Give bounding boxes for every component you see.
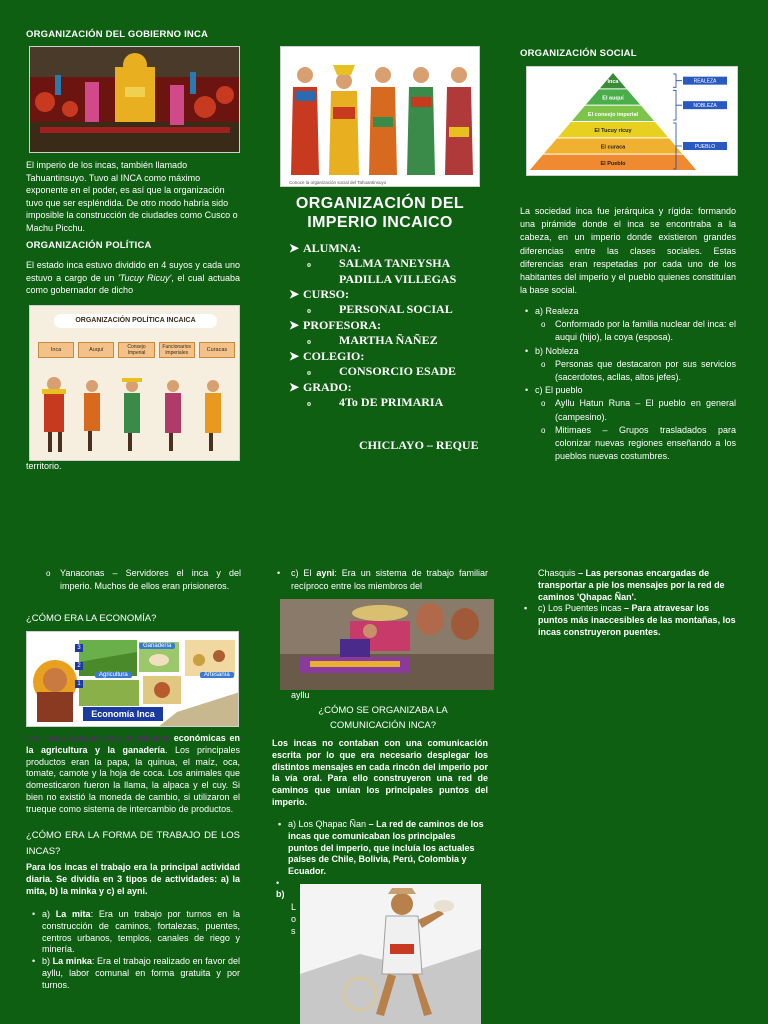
- politica-text-end: territorio.: [26, 461, 62, 471]
- title-social: ORGANIZACIÓN SOCIAL: [520, 48, 637, 59]
- list-item: • a) La mita: Era un trabajo por turnos en la construcción de caminos, fortalezas, puentes, centros urbanos, templos, canales de riego y minería.: [30, 909, 240, 956]
- social-text: La sociedad inca fue jerárquica y rígida: formando una pirámide donde el inca se encontraba a la cabeza, en un imperio donde existieron grandes diferencias entre las clases sociales. Estas diferencias eran respetadas por cada uno de los habitantes del imperio y el pueblo quienes constituían la base social.: [520, 206, 736, 296]
- eco-number: 3: [75, 644, 83, 652]
- inca-ceremony-image: [29, 46, 240, 153]
- list-item: o Conformado por la familia nuclear del inca: el auqui (hijo), la coya (esposa).: [541, 318, 736, 344]
- list-item: o Yanaconas – Servidores el inca y del imperio. Muchos de ellos eran prisioneros.: [46, 567, 241, 593]
- social-list: [523, 305, 736, 463]
- pyramid-level-label: Inca: [607, 79, 619, 86]
- ayni-list: [275, 567, 488, 593]
- eco-label: Agricultura: [95, 672, 132, 678]
- politica-box: Funcionarios imperiales: [159, 342, 195, 358]
- title-politica: ORGANIZACIÓN POLÍTICA: [26, 240, 152, 251]
- economia-image: [26, 631, 239, 727]
- list-item: • c) El ayni: Era un sistema de trabajo familiar recíproco entre los miembros del: [275, 567, 488, 593]
- title-economia: ¿CÓMO ERA LA ECONOMÍA?: [26, 613, 157, 624]
- economia-text: Los incas basaban sus actividades económicas en la agricultura y la ganadería. Los principales productos eran la papa, la quinua, el maíz, oca, tomate, camote y la hoja de coca. Los animales que domesticaron fueron la llama, la alpaca y el cuy. Si bien no existió la moneda de cambio, si utilizaron el trueque como sistema de intercambio de productos.: [26, 733, 240, 814]
- pyramid-level-label: El auquí: [602, 95, 624, 102]
- vertical-letters: L o s: [291, 902, 297, 936]
- chasqui-image: [300, 884, 481, 1024]
- main-title: ORGANIZACIÓN DEL IMPERIO INCAICO: [295, 195, 465, 231]
- cover-info: ➤ ALUMNA: o SALMA TANEYSHA PADILLA VILLEGAS ➤ CURSO: o PERSONAL SOCIAL ➤ PROFESORA: o MARTHA ÑAÑEZ ➤ COLEGIO: o CONSORCIO ESADE ➤ GRADO: o 4To DE PRIMARIA: [289, 241, 457, 409]
- list-item: • c) Los Puentes incas – Para atravesar los puntos más inaccesibles de las montañas, los incas construyeron puentes.: [522, 603, 738, 638]
- inca-women-image: [280, 46, 480, 187]
- puentes-list: [522, 603, 738, 638]
- ayni-image: [280, 599, 494, 690]
- politica-box: Inca: [38, 342, 74, 358]
- list-item: o Personas que destacaron por sus servicios (sacerdotes, acllas, altos jefes).: [541, 358, 736, 384]
- list-item: • b) La minka: Era el trabajo realizado en favor del ayllu, labor comunal en forma gratuita y por turnos.: [30, 956, 240, 991]
- gobierno-text: El imperio de los incas, también llamado Tahuantinsuyo. Tuvo al INCA como máximo exponente en el poder, es así que la organización tuvo que ser espléndida. De otro modo habría sido imposible la construcción de ciudades como Cusco o Machu Picchu.: [26, 160, 238, 233]
- inca-figures-illustration: [30, 364, 240, 460]
- arrow-icon: ➤: [289, 380, 300, 394]
- eco-label: Artesanía: [200, 672, 234, 678]
- arrow-icon: ➤: [289, 241, 300, 255]
- politica-chart-title: ORGANIZACIÓN POLÍTICA INCAICA: [54, 314, 217, 328]
- title-gobierno: ORGANIZACIÓN DEL GOBIERNO INCA: [26, 29, 209, 40]
- chasquis-b-label: b): [276, 889, 285, 899]
- politica-box: Auquí: [78, 342, 114, 358]
- politica-text: El estado inca estuvo dividido en 4 suyos y cada uno estuvo a cargo de un 'Tucuy Ricuy', el cual actuaba como gobernador de dicho: [26, 260, 240, 295]
- pyramid-tag: REALEZA: [693, 78, 717, 85]
- eco-title-label: Economía Inca: [83, 707, 163, 721]
- politica-box: Consejo Imperial: [118, 342, 154, 358]
- politica-chart-image: [29, 305, 240, 461]
- bullet-empty: •: [276, 878, 280, 888]
- lugar: CHICLAYO – REQUE: [359, 438, 479, 452]
- arrow-icon: ➤: [289, 287, 300, 301]
- pyramid-level-label: El curaca: [600, 144, 626, 151]
- eco-label: Ganadería: [139, 643, 175, 649]
- title-trabajo: ¿CÓMO ERA LA FORMA DE TRABAJO DE LOS INCAS?: [26, 830, 240, 857]
- trabajo-text: Para los incas el trabajo era la principal actividad diaria. Se dividía en 3 tipos de actividades: a) la mita, b) la minka y c) el ayni.: [26, 862, 240, 896]
- list-item: o Mitimaes – Grupos trasladados para colonizar nuevas regiones enseñando a los pueblos nuevas costumbres.: [541, 424, 736, 464]
- pyramid-bracket: [673, 90, 682, 120]
- chasquis-text: Chasquis – Las personas encargadas de transportar a pie los mensajes por la red de caminos 'Qhapac Ñan'.: [538, 568, 725, 602]
- politica-box: Curacas: [199, 342, 235, 358]
- arrow-icon: ➤: [289, 318, 300, 332]
- ayni-end: ayllu: [291, 690, 310, 700]
- pyramid-bracket: [673, 74, 682, 87]
- pyramid-level-label: El Pueblo: [600, 160, 626, 167]
- social-pyramid-image: [526, 66, 738, 176]
- comunicacion-list: [276, 819, 488, 878]
- women-image-caption: Conoce la organización social del Tahuantinsuyo: [289, 180, 387, 185]
- pyramid-tag: NOBLEZA: [693, 103, 717, 110]
- list-item: • b) Nobleza o Personas que destacaron por sus servicios (sacerdotes, acllas, altos jefes).: [523, 345, 736, 385]
- pyramid-tag: PUEBLO: [694, 144, 716, 150]
- pyramid-chart: [527, 67, 738, 176]
- trabajo-list: [30, 909, 240, 992]
- comunicacion-text: Los incas no contaban con una comunicación escrita por lo que era necesario desplegar los distintos mensajes en cada rincón del imperio por la vía oral. Para ello construyeron una red de caminos que unían los principales puntos del imperio.: [272, 738, 488, 807]
- title-comunicacion: ¿CÓMO SE ORGANIZABA LA COMUNICACIÓN INCA?: [318, 705, 448, 731]
- yanaconas-list: [46, 567, 241, 593]
- eco-number: 2: [75, 662, 83, 670]
- list-item: • c) El pueblo o Ayllu Hatun Runa – El pueblo en general (campesino). o Mitimaes – Grupos trasladados para colonizar nuevas regiones enseñando a los pueblos nuevas costumbres.: [523, 384, 736, 463]
- pyramid-level-label: El consejo imperial: [587, 111, 639, 118]
- pyramid-level-label: El Tucuy ricuy: [594, 128, 632, 135]
- arrow-icon: ➤: [289, 349, 300, 363]
- list-item: • a) Los Qhapac Ñan – La red de caminos de los incas que comunicaban los principales puntos del imperio, que incluía los actuales países de Chile, Bolivia, Perú, Colombia y Ecuador.: [276, 819, 488, 878]
- list-item: • a) Realeza o Conformado por la familia nuclear del inca: el auqui (hijo), la coya (esposa).: [523, 305, 736, 345]
- eco-number: 1: [75, 680, 83, 688]
- list-item: o Ayllu Hatun Runa – El pueblo en general (campesino).: [541, 397, 736, 423]
- politica-boxes: [38, 342, 235, 358]
